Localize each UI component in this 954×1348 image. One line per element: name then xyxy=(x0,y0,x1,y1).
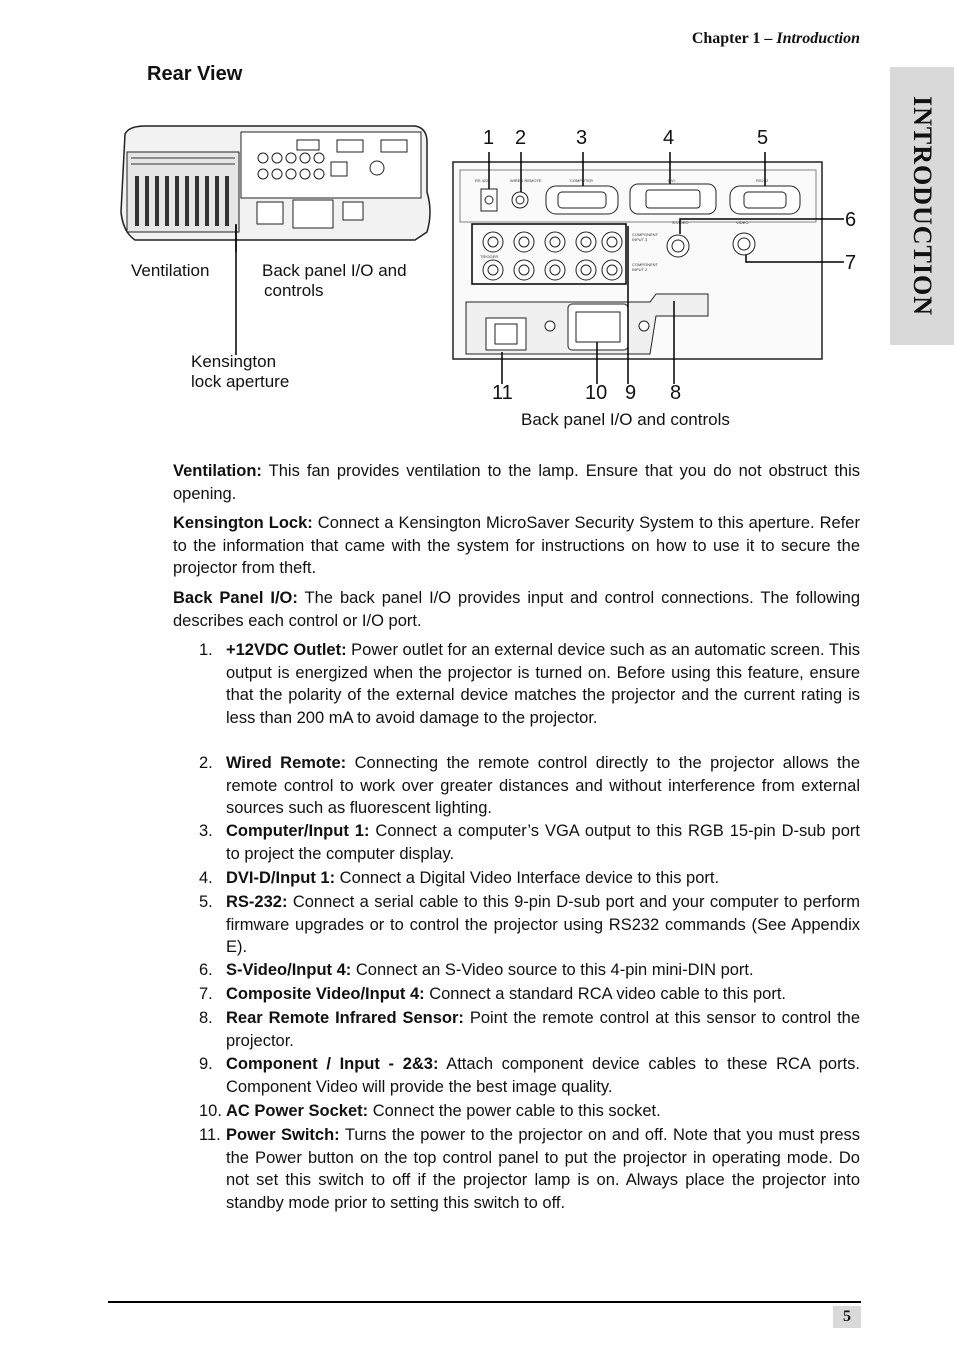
kensington-label-line1: Kensington xyxy=(191,352,277,371)
list-item xyxy=(199,867,860,890)
footer-rule xyxy=(108,1301,861,1303)
callout-9: 9 xyxy=(625,382,637,404)
figure-caption: Back panel I/O and controls xyxy=(521,410,730,429)
port-label-trigger: TRIGGER xyxy=(480,254,499,259)
list-item-text: Turns the power to the projector on and off. Note that you must press the Power button on the top control panel to put the projector in operating mode. Do not set this switch to off if the projector lamp is on. Always place the projector into standby mode prior to setting this switch to off. xyxy=(226,1126,860,1212)
list-item-text: Connect a Digital Video Interface device to this port. xyxy=(335,869,720,887)
list-item-term: Composite Video/Input 4: xyxy=(226,985,425,1003)
list-item-number: 4. xyxy=(199,869,213,887)
list-item-text: Connect a standard RCA video cable to this port. xyxy=(424,985,786,1003)
callout-11: 11 xyxy=(492,382,513,404)
list-item xyxy=(199,1100,860,1123)
list-item-number: 5. xyxy=(199,893,213,911)
back-panel-diagram xyxy=(450,126,860,416)
list-item-term: RS-232: xyxy=(226,893,288,911)
chapter-title: Introduction xyxy=(776,30,860,47)
list-item xyxy=(199,1007,860,1052)
side-tab-label: INTRODUCTION xyxy=(908,95,937,317)
list-item-term: Component / Input - 2&3: xyxy=(226,1055,439,1073)
list-item-term: S-Video/Input 4: xyxy=(226,961,352,979)
kensington-leader-line xyxy=(234,225,238,355)
list-item-text: Connecting the remote control directly to the projector allows the remote control to work over greater distances and without interference from external sources such as fluorescent lighting. xyxy=(226,754,860,817)
list-item-text: Connect the power cable to this socket. xyxy=(368,1102,661,1120)
port-label-rs422: RS 422 xyxy=(475,178,489,183)
list-item-number: 1. xyxy=(199,641,213,659)
paragraph-back-panel-term: Back Panel I/O: xyxy=(173,589,298,607)
list-item-number: 3. xyxy=(199,822,213,840)
callout-7: 7 xyxy=(845,252,857,274)
list-item-number: 2. xyxy=(199,754,213,772)
list-item xyxy=(199,1053,860,1098)
port-label-dvi: DVI xyxy=(668,178,675,183)
list-item-term: Power Switch: xyxy=(226,1126,340,1144)
callout-5: 5 xyxy=(757,127,769,149)
list-item-text: Power outlet for an external device such as an automatic screen. This output is energized when the projector is turned on. Before using this feature, ensure that the polarity of the external device matches the projector and the current rating is less than 200 mA to avoid damage to the projector. xyxy=(226,641,860,727)
port-label-input3: INPUT 3 xyxy=(632,237,648,242)
paragraph-back-panel-text: The back panel I/O provides input and control connections. The following describes each control or I/O port. xyxy=(173,589,860,630)
list-item-text: Connect a computer’s VGA output to this RGB 15-pin D-sub port to project the computer display. xyxy=(226,822,860,863)
port-label-component-b: COMPONENT xyxy=(632,262,658,267)
port-label-video: VIDEO xyxy=(736,220,749,225)
list-item xyxy=(199,1124,860,1214)
list-item-term: +12VDC Outlet: xyxy=(226,641,347,659)
back-panel-label-line1: Back panel I/O and xyxy=(262,261,407,280)
port-label-computer: COMPUTER xyxy=(570,178,593,183)
list-item-term: Rear Remote Infrared Sensor: xyxy=(226,1009,464,1027)
callout-1: 1 xyxy=(483,127,495,149)
list-item xyxy=(199,983,860,1006)
callout-4: 4 xyxy=(663,127,675,149)
paragraph-kensington-term: Kensington Lock: xyxy=(173,514,313,532)
list-item xyxy=(199,639,860,729)
list-item xyxy=(199,820,860,865)
kensington-label xyxy=(191,352,289,392)
list-item-term: DVI-D/Input 1: xyxy=(226,869,336,887)
paragraph-ventilation-text: This fan provides ventilation to the lamp. Ensure that you do not obstruct this opening. xyxy=(173,462,860,503)
projector-rear-illustration xyxy=(115,122,435,252)
port-label-svideo: S-VIDEO xyxy=(672,220,689,225)
callout-6: 6 xyxy=(845,209,857,231)
section-title: Rear View xyxy=(147,63,243,85)
list-item xyxy=(199,891,860,959)
port-label-component-a: COMPONENT xyxy=(632,232,658,237)
list-item xyxy=(199,752,860,820)
list-item-number: 10. xyxy=(199,1102,222,1120)
back-panel-label xyxy=(262,261,407,301)
back-panel-label-line2: controls xyxy=(264,281,324,300)
page-number: 5 xyxy=(833,1306,861,1328)
list-item-term: AC Power Socket: xyxy=(226,1102,369,1120)
paragraph-ventilation-term: Ventilation: xyxy=(173,462,262,480)
list-item-number: 9. xyxy=(199,1055,213,1073)
list-item-text: Point the remote control at this sensor to control the projector. xyxy=(226,1009,861,1050)
side-tab xyxy=(890,67,954,345)
paragraph-back-panel xyxy=(173,587,860,632)
callout-2: 2 xyxy=(515,127,527,149)
list-item-number: 6. xyxy=(199,961,213,979)
list-item-text: Attach component device cables to these RCA ports. Component Video will provide the best image quality. xyxy=(226,1055,860,1096)
kensington-label-line2: lock aperture xyxy=(191,372,290,391)
callout-10: 10 xyxy=(585,382,608,404)
callout-3: 3 xyxy=(576,127,588,149)
chapter-prefix: Chapter 1 – xyxy=(691,30,773,47)
paragraph-kensington-text: Connect a Kensington MicroSaver Security System to this aperture. Refer to the information that came with the system for instructions on how to use it to secure the projector from theft. xyxy=(173,514,860,577)
list-item-text: Connect a serial cable to this 9-pin D-sub port and your computer to perform firmware upgrades or to control the projector using RS232 commands (See Appendix E). xyxy=(226,893,860,956)
ventilation-label: Ventilation xyxy=(131,261,210,280)
paragraph-ventilation xyxy=(173,460,860,505)
list-item-text: Connect an S-Video source to this 4-pin mini-DIN port. xyxy=(351,961,754,979)
port-label-input2: INPUT 2 xyxy=(632,267,648,272)
paragraph-kensington xyxy=(173,512,860,580)
list-item-number: 8. xyxy=(199,1009,213,1027)
list-item-term: Computer/Input 1: xyxy=(226,822,370,840)
list-item xyxy=(199,959,860,982)
callout-8: 8 xyxy=(670,382,682,404)
port-label-wired-remote: WIRED REMOTE xyxy=(510,178,542,183)
port-label-rs232: RS232 xyxy=(756,178,769,183)
list-item-number: 7. xyxy=(199,985,213,1003)
list-item-number: 11. xyxy=(199,1126,221,1144)
list-item-term: Wired Remote: xyxy=(226,754,347,772)
chapter-header xyxy=(692,30,860,48)
